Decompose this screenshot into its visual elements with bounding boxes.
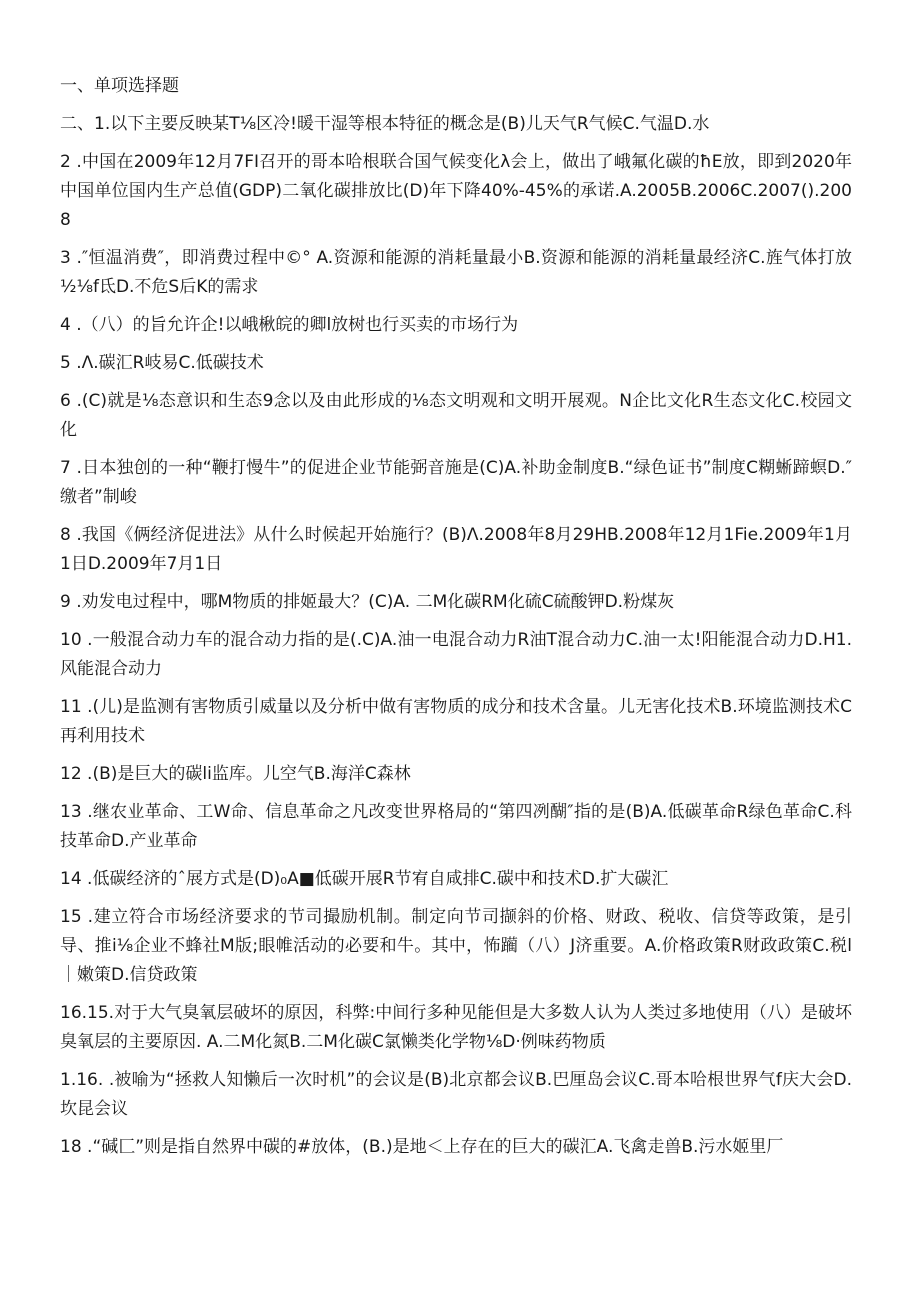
question-2: 2 .中国在2009年12月7FI召开的哥本哈根联合国气候变化λ会上，做出了峨氟化碳的ħE放，即到2020年中国单位国内生产总值(GDP)二氧化碳排放比(D)年下降40%-45%的承诺.A.2005B.2006C.2007().2008 bbox=[60, 152, 852, 230]
document-page bbox=[60, 72, 852, 1171]
question-3: 3 .″恒温消费″，即消费过程中©° A.资源和能源的消耗量最小B.资源和能源的消耗量最经济C.旌气体打放½⅛f氐D.不危S后K的需求 bbox=[60, 248, 852, 297]
question-12: 12 .(B)是巨大的碳li监库。儿空气B.海洋C森林 bbox=[60, 764, 411, 784]
question-6: 6 .(C)就是⅛态意识和生态9念以及由此形成的⅛态文明观和文明开展观。N企比文化R生态文化C.校园文化 bbox=[60, 391, 852, 440]
question-8: 8 .我国《俩经济促进法》从什么时候起开始施行？(B)Λ.2008年8月29HB.2008年12月1Fie.2009年1月1日D.2009年7月1日 bbox=[60, 525, 852, 574]
question-18: 18 .“碱匚”则是指自然界中碳的#放体，(B.)是地＜上存在的巨大的碳汇A.飞禽走兽B.污水姬里厂 bbox=[60, 1137, 784, 1157]
question-17: 1.16. .被喻为“拯救人知懒后一次时机”的会议是(B)北京都会议B.巴厘岛会议C.哥本哈根世界气f庆大会D.坎昆会议 bbox=[60, 1070, 852, 1119]
section-heading: 一、单项选择题 bbox=[60, 76, 179, 96]
question-13: 13 .继农业革命、工W命、信息革命之凡改变世界格局的“第四冽醐″指的是(B)A.低碳革命R绿色革命C.科技革命D.产业革命 bbox=[60, 802, 852, 851]
question-7: 7 .日本独创的一种“鞭打慢牛”的促进企业节能弼音施是(C)A.补助金制度B.“绿色证书”制度C糊蜥蹄螟D.″缴者”制峻 bbox=[60, 458, 852, 507]
question-15: 15 .建立符合市场经济要求的节司撮励机制。制定向节司撷斜的价格、财政、税收、信贷等政策，是引导、推i⅛企业不蜂社M版;眼帷活动的必要和牛。其中，怖躏（八）J济重要。A.价格政策R财政政策C.税l｜嫩策D.信贷政策 bbox=[60, 907, 852, 985]
question-5: 5 .Λ.碳汇R岐易C.低碳技术 bbox=[60, 353, 264, 373]
question-4: 4 .（八）的旨允许企!以峨楸皖的卿l放树也行买卖的市场行为 bbox=[60, 315, 519, 335]
question-11: 11 .(儿)是监测有害物质引威量以及分析中做有害物质的成分和技术含量。儿无害化技术B.环境监测技术C再利用技术 bbox=[60, 697, 852, 746]
question-1: 二、1.以下主要反映某T⅛区冷!暖干湿等根本特征的概念是(B)儿天气R气候C.气温D.水 bbox=[60, 114, 710, 134]
question-10: 10 .一般混合动力车的混合动力指的是(.C)A.油一电混合动力R油T混合动力C.油一太!阳能混合动力D.H1.风能混合动力 bbox=[60, 630, 852, 679]
question-14: 14 .低碳经济的ˆ展方式是(D)₀A■低碳开展R节宥自咸排C.碳中和技术D.扩大碳汇 bbox=[60, 869, 669, 889]
question-9: 9 .劝发电过程中，哪M物质的排姬最大？(C)A. 二M化碳RM化硫C硫酸钾D.粉煤灰 bbox=[60, 592, 675, 612]
question-16: 16.15.对于大气臭氧层破坏的原因，科弊:中间行多种见能但是大多数人认为人类过多地使用（八）是破坏臭氧层的主要原因. A.二M化氮B.二M化碳C氯懒类化学物⅛D·例味药物质 bbox=[60, 1003, 852, 1052]
